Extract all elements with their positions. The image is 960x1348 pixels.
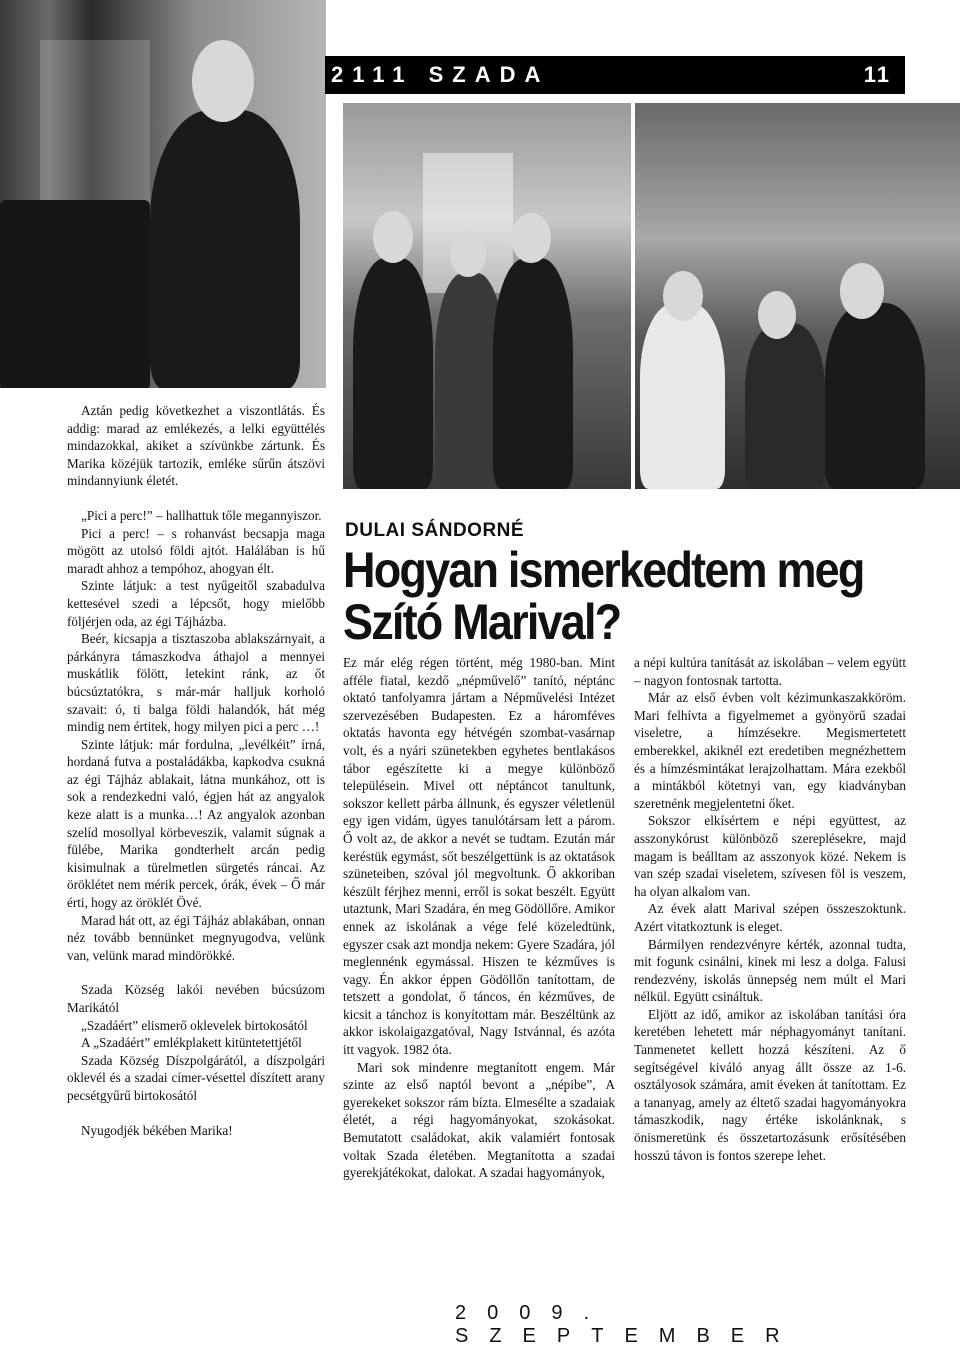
- left-paragraph-4: Szinte látjuk: a test nyűgeitől szabadulva kettesével szedi a lépcsőt, hogy mielőbb följérjen oda, az égi Tájházba.: [67, 578, 325, 629]
- left-paragraph-5: Beér, kicsapja a tisztaszoba ablakszárnyait, a párkányra támaszkodva áthajol a mennyei muskátlik fölött, letekint ránk, az őt búcsúztatókra, s már-már halljuk korholó szavait: ó, ti balga földi halandók, hát még mindig nem értitek, hogy milyen pici a perc …!: [67, 631, 325, 735]
- left-paragraph-7: Marad hát ott, az égi Tájház ablakában, onnan néz tovább bennünket megnyugodva, velünk van, velünk marad mindörökké.: [67, 912, 325, 963]
- article-col2-paragraph-3: Sokszor elkísértem e népi együttest, az asszonykórust különböző szereplésekre, majd magam is beálltam az asszonyok közé. Nekem is van szép szadai viseletem, szívesen föl is veszem, ha olyan alkalom van.: [634, 813, 906, 899]
- article-col2-paragraph-5: Bármilyen rendezvényre kérték, azonnal tudta, mit fogunk csinálni, kinek mi lesz a dolga. Falusi rendezvény, iskolás ünnepség nem múlt el Mari nélkül. Együtt csináltuk.: [634, 936, 906, 1005]
- award-line-1: Szada Község lakói nevében búcsúzom Marikától: [67, 982, 325, 1015]
- article-title-line-1: Hogyan ismerkedtem meg: [343, 542, 864, 598]
- article-column-1: [343, 654, 615, 1182]
- award-line-2: „Szadáért” elismerő oklevelek birtokosától: [81, 1017, 308, 1033]
- left-paragraph-2: „Pici a perc!” – hallhattuk tőle megannyiszor.: [81, 507, 322, 523]
- article-col2-paragraph-6: Eljött az idő, amikor az iskolában tanítási óra keretében lehetett már néphagyományt tanítani. Tanmenetet kellett hozzá készíteni. Az ő segítségével kiváló anyag állt össze az 1-6. osztályosok számára, amit éveken át tanítottam. Ez a tananyag, amely az éltető szadai hagyományokra támaszkodik, nagy értéke iskolánknak, s önismeretünk és összetartozásunk erősítésében hosszú távon is fontos szerepe lehet.: [634, 1006, 906, 1163]
- award-line-3: A „Szadáért” emlékplakett kitüntetettjétől: [81, 1035, 302, 1051]
- left-column: [67, 402, 325, 1139]
- article-col2-paragraph-1: a népi kultúra tanítását az iskolában – velem együtt – nagyon fontosnak tartotta.: [634, 655, 906, 688]
- article-author: DULAI SÁNDORNÉ: [345, 520, 525, 541]
- left-paragraph-1: Aztán pedig következhet a viszontlátás. És addig: marad az emlékezés, a lelki együttélés mindazokkal, akiket a szívünkbe zártunk. És Marika közéjük tartozik, emléke sűrűn átszövi mindannyiunk életét.: [67, 403, 325, 489]
- gift-photo: [635, 103, 960, 489]
- award-line-4: Szada Község Díszpolgárától, a díszpolgári oklevél és a szadai címer-vésettel díszített arany pecsétgyűrű birtokosától: [67, 1052, 325, 1103]
- header-town: 2111 SZADA: [331, 62, 550, 87]
- page-header-bar: [325, 56, 905, 94]
- article-col2-paragraph-4: Az évek alatt Marival szépen összeszoktunk. Azért vitatkoztunk is eleget.: [634, 901, 906, 934]
- left-paragraph-3: Pici a perc! – s rohanvást becsapja maga mögött az utolsó földi ajtót. Halálában is hű maradt ahhoz a tempóhoz, ahogyan élt.: [67, 525, 325, 576]
- closing-line: Nyugodjék békében Marika!: [81, 1122, 233, 1138]
- article-column-2: [634, 654, 906, 1164]
- page-number: 11: [863, 62, 891, 87]
- article-col2-paragraph-2: Már az első évben volt kézimunkaszakköröm. Mari felhívta a figyelmemet a gyönyörű szadai viseletre, a hímzésekre. Megismertetett emberekkel, akiknél ezt eredetiben megnézhettem és a hímzésmintákat lerajzolhattam. Mára ezekből a mintákból kötetnyi van, egy kiadványban szeretnénk megjelentetni őket.: [634, 690, 906, 811]
- article-title-line-2: Szító Marival?: [343, 594, 621, 650]
- issue-date-footer: 2009. SZEPTEMBER: [455, 1302, 801, 1347]
- article-title: [343, 544, 883, 648]
- left-paragraph-6: Szinte látjuk: már fordulna, „levélkéit” írná, hordaná futva a postaládákba, kapkodva csukná az égi Tájház ablakait, látna munkához, ott is sok a rendezkedni való, égjen hát az angyalok keze alatt is a munka…! Az angyalok azonban szelíd mosollyal körbeveszik, valamit súgnak a fülébe, Marika gondterhelt arcán pedig kisimulnak a türelmetlen sürgetés ráncai. Az öröklétet nem mérik percek, órák, évek – Ő már érti, hogy az öröklét Övé.: [67, 736, 325, 911]
- portrait-photo: [0, 0, 326, 388]
- article-col1-paragraph-1: Ez már elég régen történt, még 1980-ban. Mint afféle fiatal, kezdő „népművelő” tanító, néptánc oktató tanfolyamra jártam a Népművelési Intézet szervezésében Budapesten. Ez a háromféves oktatás havonta egy hétvégén szombat-vasárnap volt, és a nyári szünetekben egyhetes bentlakásos tábor egészítette ki a megye különböző településein. Mivel ott néptáncot tanultunk, sokszor kellett párba állnunk, és egyszer véletlenül egy igen vidám, ügyes tanulótársam lett a párom. Ő volt az, de akkor a nevét se tudtam. Ezután már keréstük egymást, sőt beszélgettünk is az oktatások szüneteiben, szóval jól megvoltunk. Ő akkoriban készült férjhez menni, erről is sokat beszélt. Együtt utaztunk, Mari Szadára, én meg Gödöllőre. Amikor ennek az iskolának a vége felé közeledtünk, egyszer csak azt mondja nekem: Gyere Szadára, jól meglennénk egymással. Hiszen te kézműves is vagy. Én akkor éppen Gödöllőn tanítottam, de tetszett a gondolat, ő táncos, én kézműves, de kicsit a tánchoz is konyítottam már. Beszéltünk az akkor iskolaigazgatóval, Nagy Istvánnal, és azóta itt vagyok. 1982 óta.: [343, 655, 615, 1058]
- group-photo: [343, 103, 631, 489]
- article-col1-paragraph-2: Mari sok mindenre megtanított engem. Már szinte az első naptól bevont a „népibe”, A gyerekeket sokszor rám bízta. Elmesélte a szadaiak életét, a régi hagyományokat, szokásokat. Bemutatott családokat, akik valamiért fontosak voltak Szada életében. Megtanította a szadai gyerekjátékokat, dalokat. A szadai hagyományok,: [343, 1059, 615, 1181]
